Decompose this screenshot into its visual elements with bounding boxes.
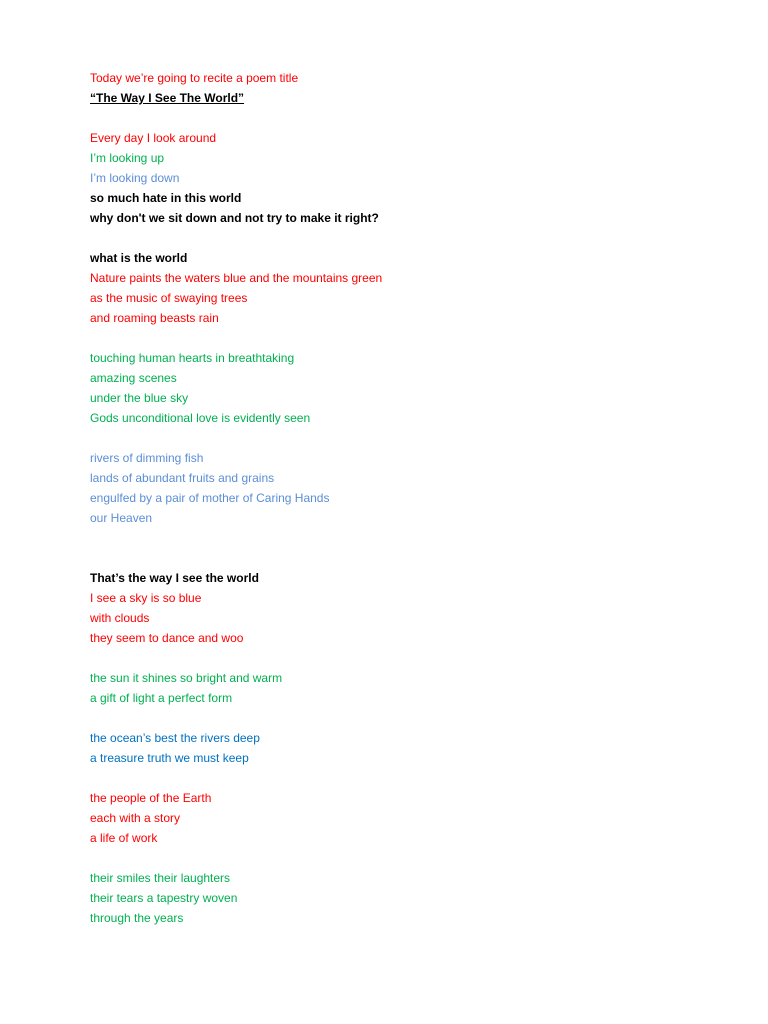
poem-line: the people of the Earth <box>90 791 212 805</box>
poem-line: with clouds <box>90 611 150 625</box>
poem-body <box>90 68 730 928</box>
intro-line: Today we’re going to recite a poem title <box>90 71 299 85</box>
poem-title: “The Way I See The World” <box>90 91 245 105</box>
poem-line: I’m looking down <box>90 171 180 185</box>
poem-line: I see a sky is so blue <box>90 591 202 605</box>
poem-line: their tears a tapestry woven <box>90 891 238 905</box>
poem-line: touching human hearts in breathtaking <box>90 351 295 365</box>
poem-line: lands of abundant fruits and grains <box>90 471 275 485</box>
poem-line: That’s the way I see the world <box>90 571 259 585</box>
spacer <box>90 708 730 728</box>
poem-line: and roaming beasts rain <box>90 311 219 325</box>
spacer <box>90 528 730 568</box>
poem-line: Gods unconditional love is evidently seen <box>90 411 311 425</box>
poem-line: so much hate in this world <box>90 191 242 205</box>
spacer <box>90 228 730 248</box>
poem-line: amazing scenes <box>90 371 177 385</box>
poem-line: each with a story <box>90 811 181 825</box>
poem-line: under the blue sky <box>90 391 189 405</box>
spacer <box>90 848 730 868</box>
poem-line: a gift of light a perfect form <box>90 691 233 705</box>
poem-line: Nature paints the waters blue and the mountains green <box>90 271 383 285</box>
poem-line: the sun it shines so bright and warm <box>90 671 283 685</box>
poem-line: a life of work <box>90 831 158 845</box>
poem-line: the ocean’s best the rivers deep <box>90 731 260 745</box>
poem-line: Every day I look around <box>90 131 217 145</box>
poem-line: they seem to dance and woo <box>90 631 244 645</box>
poem-line: our Heaven <box>90 511 153 525</box>
spacer <box>90 768 730 788</box>
poem-line: their smiles their laughters <box>90 871 231 885</box>
poem-line: what is the world <box>90 251 188 265</box>
spacer <box>90 108 730 128</box>
poem-line: rivers of dimming fish <box>90 451 204 465</box>
poem-line: I’m looking up <box>90 151 165 165</box>
poem-line: a treasure truth we must keep <box>90 751 249 765</box>
poem-line: why don't we sit down and not try to make it right? <box>90 211 379 225</box>
spacer <box>90 648 730 668</box>
spacer <box>90 328 730 348</box>
poem-line: through the years <box>90 911 184 925</box>
poem-line: as the music of swaying trees <box>90 291 248 305</box>
spacer <box>90 428 730 448</box>
poem-line: engulfed by a pair of mother of Caring Hands <box>90 491 330 505</box>
